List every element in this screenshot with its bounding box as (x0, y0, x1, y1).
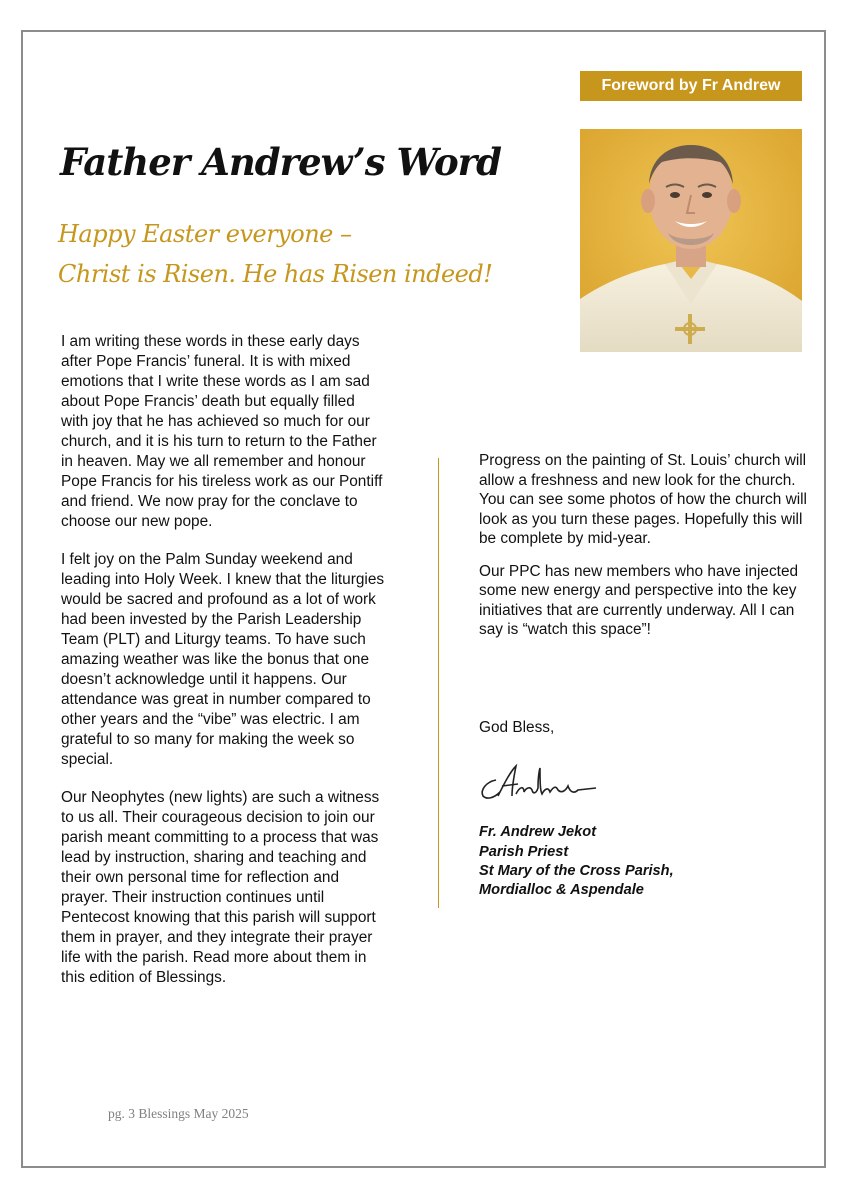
paragraph-holy-week: I felt joy on the Palm Sunday weekend and leading into Holy Week. I knew that the liturgies would be sacred and profound as a lot of work had been invested by the Parish Leadership Team (PLT) and Liturgy teams. To have such amazing weather was like the bonus that one doesn’t acknowledge until it happens. Our attendance was great in number compared to other years and the “vibe” was electric. I am grateful to so many for making the week so special. (61, 551, 385, 768)
right-column-text (479, 451, 819, 653)
subtitle-line-1: Happy Easter everyone – (58, 220, 352, 248)
page-title: Father Andrew’s Word (60, 140, 502, 184)
paragraph-neophytes: Our Neophytes (new lights) are such a witness to us all. Their courageous decision to join our parish meant committing to a process that was lead by instruction, sharing and teaching and their own personal time for reflection and prayer. Their instruction continues until Pentecost knowing that this parish will support them in prayer, and they integrate their prayer life with the parish. Read more about them in this edition of Blessings. (61, 789, 380, 986)
parish-name-line-2: Mordialloc & Aspendale (479, 882, 644, 898)
left-column-text (61, 332, 386, 1006)
signature-block (479, 822, 674, 900)
priest-portrait-photo (580, 129, 802, 352)
page-footer: pg. 3 Blessings May 2025 (108, 1106, 249, 1121)
handwritten-signature (478, 760, 603, 811)
subtitle-line-2: Christ is Risen. He has Risen indeed! (58, 260, 493, 288)
paragraph-pope-francis: I am writing these words in these early days after Pope Francis’ funeral. It is with mixed emotions that I write these words as I am sad about Pope Francis’ death but equally filled with joy that he has achieved so much for our church, and it is his turn to return to the Father in heaven. May we all remember and honour Pope Francis for his tireless work as our Pontiff and friend. We now pray for the conclave to choose our new pope. (61, 333, 383, 530)
signature-role: Parish Priest (479, 844, 569, 860)
paragraph-ppc: Our PPC has new members who have injected some new energy and perspective into the key initiatives that are currently underway. All I can say is “watch this space”! (479, 562, 799, 638)
paragraph-church-painting: Progress on the painting of St. Louis’ church will allow a freshness and new look for the church. You can see some photos of how the church will look as you turn these pages. Hopefully this will be complete by mid-year. (479, 452, 807, 547)
section-badge: Foreword by Fr Andrew (580, 71, 802, 101)
parish-name-line-1: St Mary of the Cross Parish, (479, 863, 674, 879)
column-divider (438, 458, 439, 908)
closing-greeting: God Bless, (479, 719, 555, 736)
signature-name: Fr. Andrew Jekot (479, 824, 597, 840)
